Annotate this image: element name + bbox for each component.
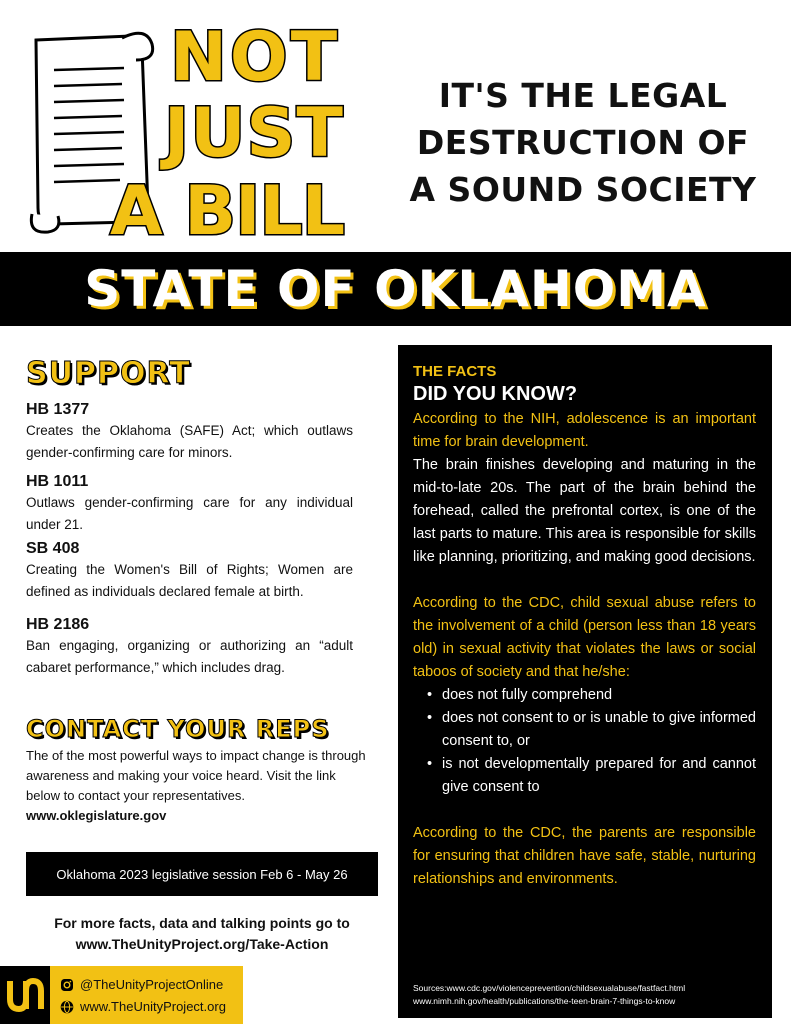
contact-reps-heading: CONTACT YOUR REPS [26,715,330,743]
bill-item [26,615,353,679]
unity-project-logo-icon [0,966,50,1024]
headline-line: A SOUND SOCIETY [409,170,757,209]
list-item: • is not developmentally prepared for and cannot give consent to [427,753,756,799]
oklegislature-link[interactable]: www.oklegislature.gov [26,808,167,823]
nih-body: The brain finishes developing and maturing in the mid-to-late 20s. The part of the brain behind the forehead, called the prefrontal cortex, is one of the last parts to mature. This area is responsible for skills like planning, prioritizing, and making good decisions. [413,457,756,565]
logo-word-just: JUST [164,94,344,173]
headline-line: DESTRUCTION OF [416,123,750,162]
scroll-logo-graphic [18,8,378,243]
logo-word-not: NOT [170,18,341,97]
bill-description: Creates the Oklahoma (SAFE) Act; which outlaws gender-confirming care for minors. [26,423,353,460]
session-dates-text: Oklahoma 2023 legislative session Feb 6 - May 26 [56,866,348,882]
headline-line: IT'S THE LEGAL [438,76,728,115]
instagram-icon [60,978,74,992]
nih-intro: According to the NIH, adolescence is an important time for brain development. [413,411,756,450]
bill-id: HB 1011 [26,473,89,490]
sources [413,982,763,1008]
website-row[interactable] [60,999,226,1014]
cdc-parents-fact: According to the CDC, the parents are responsible for ensuring that children have safe, stable, nurturing relationships and environments. [413,825,756,887]
bill-id: HB 1377 [26,401,90,418]
criteria-list [427,684,756,799]
bill-description: Ban engaging, organizing or authorizing an “adult cabaret performance,” which includes drag. [26,638,353,675]
source-line: www.nimh.nih.gov/health/publications/the-teen-brain-7-things-to-know [413,996,676,1006]
more-facts-callout [26,913,378,955]
bill-description: Outlaws gender-confirming care for any individual under 21. [26,495,353,532]
globe-icon [60,1000,74,1014]
session-dates-bar [26,852,378,896]
logo-word-a-bill: A BILL [110,172,345,243]
bill-description: Creating the Women's Bill of Rights; Women are defined as individuals declared female at birth. [26,562,353,599]
list-item: • does not consent to or is unable to give informed consent to, or [427,707,756,753]
more-facts-line: For more facts, data and talking points go to [54,915,350,931]
bill-id: HB 2186 [26,616,90,633]
bill-item [26,400,353,464]
social-handle: @TheUnityProjectOnline [80,977,224,992]
headline [388,72,778,213]
support-heading: SUPPORT [26,356,191,391]
social-handle-row[interactable] [60,977,223,992]
facts-panel [398,345,772,1018]
contact-reps-text [26,746,366,826]
banner-title: STATE OF OKLAHOMA [84,260,707,318]
state-banner [0,252,791,326]
cdc-abuse-definition: According to the CDC, child sexual abuse refers to the involvement of a child (person less than 18 years old) in sexual activity that violates the laws or social taboos of society and that he/she: [413,595,756,680]
bill-item [26,472,353,536]
footer-brand [0,966,243,1024]
bill-id: SB 408 [26,540,80,557]
bill-item [26,539,353,603]
list-item: • does not fully comprehend [427,684,756,707]
facts-title: DID YOU KNOW? [413,383,578,405]
facts-kicker: THE FACTS [413,363,497,380]
not-just-a-bill-logo [18,8,378,243]
contact-description: The of the most powerful ways to impact change is through awareness and making your voice heard. Visit the link below to contact your representatives. [26,748,366,803]
take-action-link[interactable]: www.TheUnityProject.org/Take-Action [75,936,329,952]
source-line: Sources:www.cdc.gov/violenceprevention/childsexualabuse/fastfact.html [413,983,686,993]
website-text: www.TheUnityProject.org [80,999,226,1014]
